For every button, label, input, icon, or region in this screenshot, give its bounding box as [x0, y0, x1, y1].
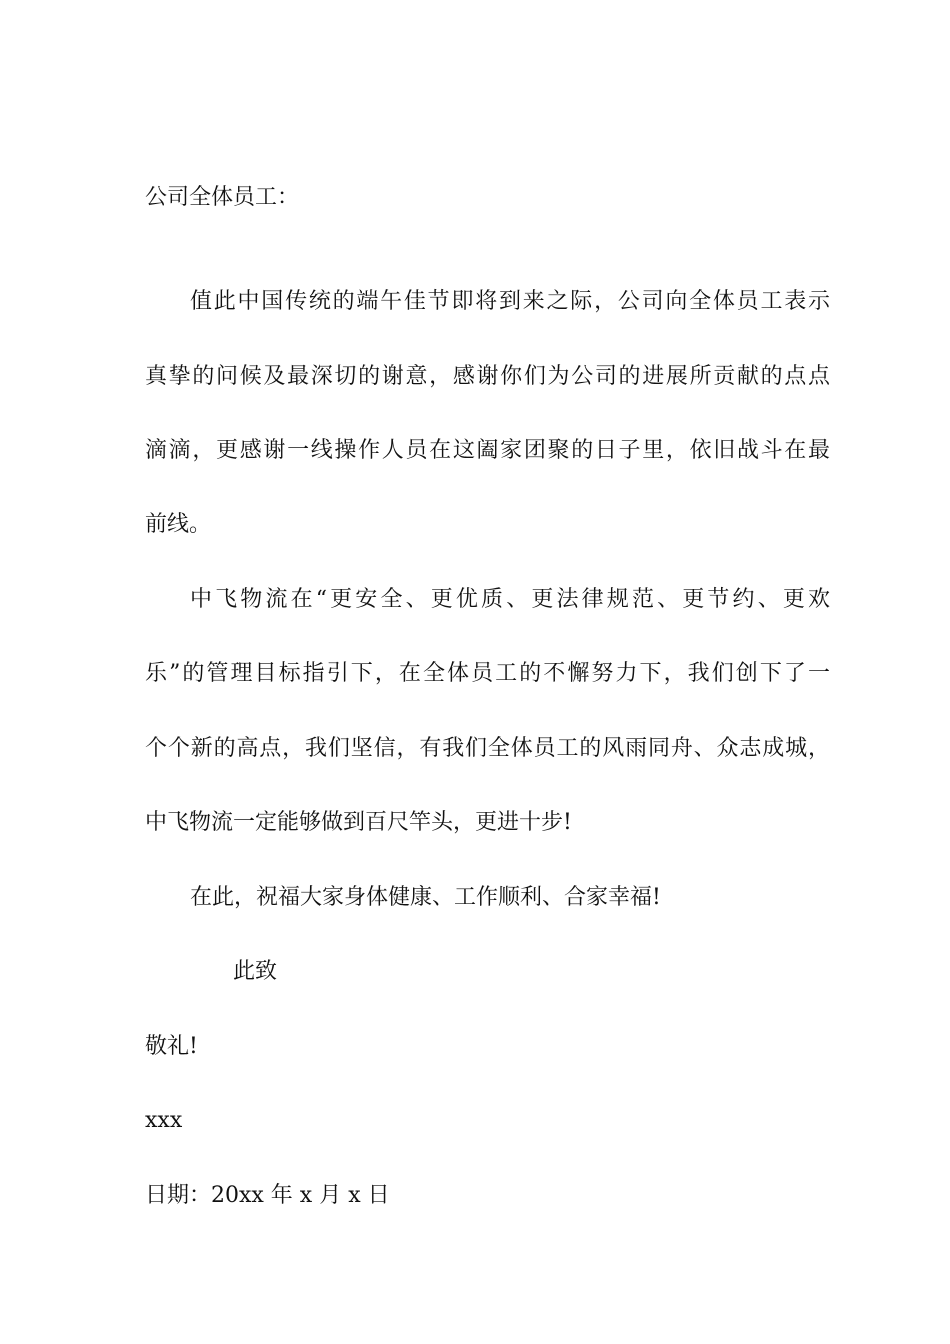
paragraph-2-line-1: 中飞物流在“更安全、更优质、更法律规范、更节约、更欢	[190, 587, 830, 612]
paragraph-1-line-3: 滴滴，更感谢一线操作人员在这阖家团聚的日子里，依旧战斗在最	[145, 438, 830, 463]
closing-phrase: 此致	[233, 959, 278, 984]
salutation: 公司全体员工：	[145, 185, 300, 210]
paragraph-2-line-3: 个个新的高点，我们坚信，有我们全体员工的风雨同舟、众志成城，	[145, 736, 830, 761]
paragraph-1-line-1: 值此中国传统的端午佳节即将到来之际，公司向全体员工表示	[190, 289, 830, 314]
regards: 敬礼!	[145, 1034, 198, 1059]
signature: xxx	[145, 1108, 183, 1133]
date: 日期：20xx 年 x 月 x 日	[145, 1183, 390, 1208]
paragraph-2-line-2: 乐”的管理目标指引下，在全体员工的不懈努力下，我们创下了一	[145, 661, 830, 686]
paragraph-1-line-2: 真挚的问候及最深切的谢意，感谢你们为公司的进展所贡献的点点	[145, 364, 830, 389]
paragraph-3: 在此，祝福大家身体健康、工作顺利、合家幸福!	[190, 885, 661, 910]
paragraph-1-line-4: 前线。	[145, 512, 212, 537]
paragraph-2-line-4: 中飞物流一定能够做到百尺竿头，更进十步!	[145, 810, 572, 835]
